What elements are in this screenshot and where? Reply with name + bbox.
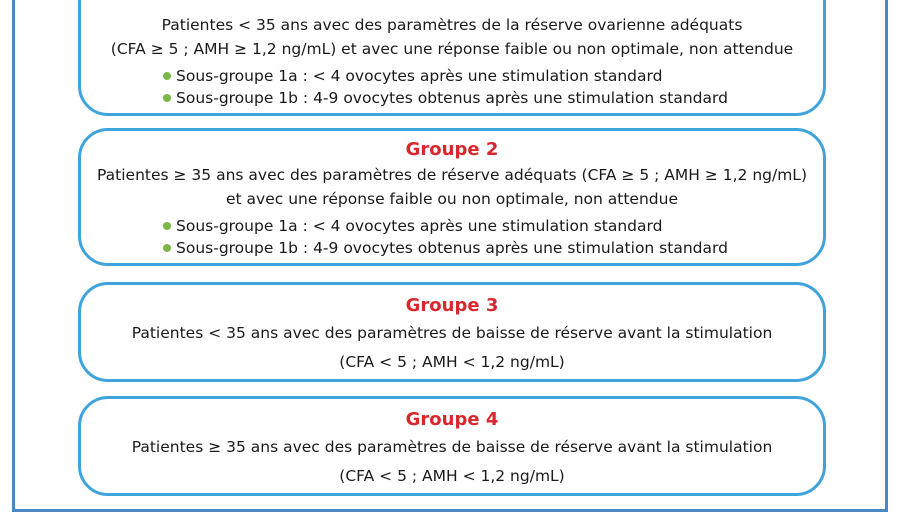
group-1-description-line-2: (CFA ≥ 5 ; AMH ≥ 1,2 ng/mL) et avec une réponse faible ou non optimale, non attendue <box>110 40 794 58</box>
subgroup-label: Sous-groupe 1b : 4-9 ovocytes obtenus après une stimulation standard <box>176 89 728 107</box>
green-bullet-icon <box>163 72 171 80</box>
subgroup-label: Sous-groupe 1a : < 4 ovocytes après une stimulation standard <box>176 67 663 85</box>
group-4-box <box>78 396 826 496</box>
green-bullet-icon <box>163 244 171 252</box>
subgroup-list-item <box>163 237 728 259</box>
subgroup-list-item <box>163 65 728 87</box>
subgroup-label: Sous-groupe 1a : < 4 ovocytes après une stimulation standard <box>176 217 663 235</box>
group-4-description-line-1: Patientes ≥ 35 ans avec des paramètres de baisse de réserve avant la stimulation <box>131 438 773 456</box>
group-3-description-line-2: (CFA < 5 ; AMH < 1,2 ng/mL) <box>339 353 565 371</box>
group-1-box <box>78 0 826 116</box>
green-bullet-icon <box>163 222 171 230</box>
group-3-description-line-1: Patientes < 35 ans avec des paramètres de baisse de réserve avant la stimulation <box>131 324 773 342</box>
group-4-description <box>81 433 823 491</box>
subgroup-list-item <box>163 87 728 109</box>
group-1-description <box>81 13 823 61</box>
group-2-description <box>81 163 823 211</box>
group-4-title: Groupe 4 <box>405 409 499 430</box>
group-2-subgroup-list <box>163 215 728 259</box>
group-2-title: Groupe 2 <box>405 139 499 160</box>
group-3-box <box>78 282 826 382</box>
group-2-description-line-2: et avec une réponse faible ou non optimale, non attendue <box>226 190 678 208</box>
group-2-description-line-1: Patientes ≥ 35 ans avec des paramètres de réserve adéquats (CFA ≥ 5 ; AMH ≥ 1,2 ng/mL) <box>97 166 807 184</box>
subgroup-label: Sous-groupe 1b : 4-9 ovocytes obtenus après une stimulation standard <box>176 239 728 257</box>
group-3-title: Groupe 3 <box>405 295 499 316</box>
group-1-subgroup-list <box>163 65 728 109</box>
green-bullet-icon <box>163 94 171 102</box>
group-4-description-line-2: (CFA < 5 ; AMH < 1,2 ng/mL) <box>339 467 565 485</box>
group-1-description-line-1: Patientes < 35 ans avec des paramètres de la réserve ovarienne adéquats <box>161 16 743 34</box>
group-3-description <box>81 319 823 377</box>
group-2-box <box>78 128 826 266</box>
subgroup-list-item <box>163 215 728 237</box>
